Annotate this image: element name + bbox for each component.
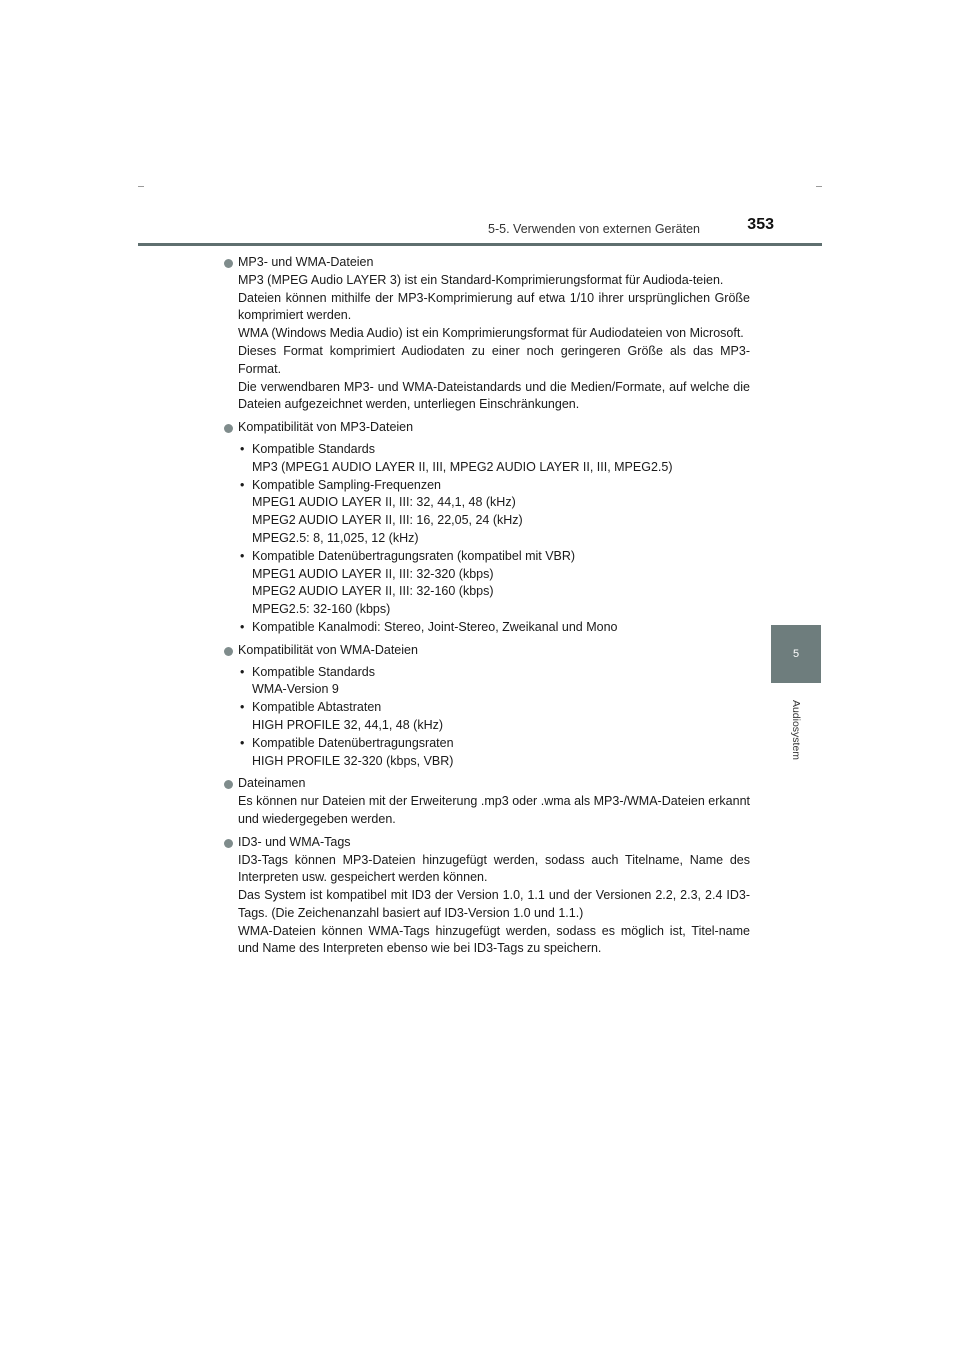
sub-item-title: • Kompatible Standards	[252, 441, 375, 456]
paragraph: Dateien können mithilfe der MP3-Komprimierung auf etwa 1/10 ihrer ursprünglichen Größe komprimiert werden.	[238, 290, 750, 323]
item-title: ID3- und WMA-Tags	[238, 834, 351, 849]
sub-item	[238, 619, 750, 637]
sub-item	[238, 441, 750, 477]
sub-list	[238, 664, 750, 771]
chapter-number: 5	[792, 648, 800, 660]
paragraph: Die verwendbaren MP3- und WMA-Dateistandards und die Medien/Formate, auf welche die Dateien aufgezeichnet werden, unterliegen Einschränkungen.	[238, 379, 750, 412]
header-rule	[138, 243, 822, 246]
sub-item-title: • Kompatible Abtastraten	[252, 700, 382, 715]
sub-item-title: • Kompatible Datenübertragungsraten (kompatibel mit VBR)	[252, 548, 576, 563]
section-title: 5-5. Verwenden von externen Geräten	[488, 222, 700, 236]
list-item	[224, 834, 750, 959]
item-title: Kompatibilität von MP3-Dateien	[238, 420, 414, 435]
sub-item-line: MPEG1 AUDIO LAYER II, III: 32-320 (kbps)	[252, 566, 494, 581]
paragraph: ID3-Tags können MP3-Dateien hinzugefügt werden, sodass auch Titelname, Name des Interpreten usw. gespeichert werden können.	[238, 852, 750, 885]
chapter-tab	[771, 625, 821, 683]
list-item	[224, 775, 750, 828]
sub-item	[238, 664, 750, 700]
page-content	[224, 254, 750, 963]
chapter-label: Audiosystem	[790, 699, 802, 761]
sub-item-title: • Kompatible Kanalmodi: Stereo, Joint-Stereo, Zweikanal und Mono	[252, 619, 618, 634]
crop-mark-right	[816, 186, 822, 187]
item-title: Dateinamen	[238, 776, 306, 791]
sub-list	[238, 441, 750, 637]
paragraph: MP3 (MPEG Audio LAYER 3) ist ein Standard-Komprimierungsformat für Audioda-teien.	[238, 272, 724, 287]
list-item	[224, 642, 750, 771]
sub-item	[238, 735, 750, 771]
crop-mark-left	[138, 186, 144, 187]
sub-item	[238, 548, 750, 619]
item-title: Kompatibilität von WMA-Dateien	[238, 642, 418, 657]
sub-item	[238, 699, 750, 735]
paragraph: Das System ist kompatibel mit ID3 der Version 1.0, 1.1 und der Versionen 2.2, 2.3, 2.4 ID3-Tags. (Die Zeichenanzahl basiert auf ID3-Version 1.0 und 1.1.)	[238, 888, 750, 920]
sub-item-line: MP3 (MPEG1 AUDIO LAYER II, III, MPEG2 AUDIO LAYER II, III, MPEG2.5)	[252, 459, 673, 474]
list-item	[224, 419, 750, 637]
sub-item-title: • Kompatible Sampling-Frequenzen	[252, 477, 441, 492]
sub-item-line: WMA-Version 9	[252, 682, 339, 697]
sub-item-line: MPEG2.5: 8, 11,025, 12 (kHz)	[252, 530, 419, 545]
paragraph: Es können nur Dateien mit der Erweiterung .mp3 oder .wma als MP3-/WMA-Dateien erkannt und wiedergegeben werden.	[238, 794, 750, 826]
sub-item-title: • Kompatible Standards	[252, 664, 375, 679]
sub-item-line: MPEG1 AUDIO LAYER II, III: 32, 44,1, 48 (kHz)	[252, 495, 516, 510]
sub-item-line: HIGH PROFILE 32-320 (kbps, VBR)	[252, 753, 454, 768]
paragraph: WMA-Dateien können WMA-Tags hinzugefügt werden, sodass es möglich ist, Titel-name und Name des Interpreten ebenso wie bei ID3-Tags zu speichern.	[238, 923, 750, 956]
paragraph: WMA (Windows Media Audio) ist ein Komprimierungsformat für Audiodateien von Microsoft.	[238, 326, 744, 341]
sub-item-line: HIGH PROFILE 32, 44,1, 48 (kHz)	[252, 717, 444, 732]
sub-item-title: • Kompatible Datenübertragungsraten	[252, 735, 454, 750]
paragraph: Dieses Format komprimiert Audiodaten zu einer noch geringeren Größe als das MP3-Format.	[238, 343, 750, 376]
page-number: 353	[747, 216, 774, 233]
sub-item-line: MPEG2 AUDIO LAYER II, III: 16, 22,05, 24 (kHz)	[252, 513, 523, 528]
sub-item-line: MPEG2.5: 32-160 (kbps)	[252, 602, 391, 617]
item-title: MP3- und WMA-Dateien	[238, 255, 374, 269]
sub-item	[238, 477, 750, 548]
sub-item-line: MPEG2 AUDIO LAYER II, III: 32-160 (kbps)	[252, 584, 494, 599]
list-item	[224, 254, 750, 414]
